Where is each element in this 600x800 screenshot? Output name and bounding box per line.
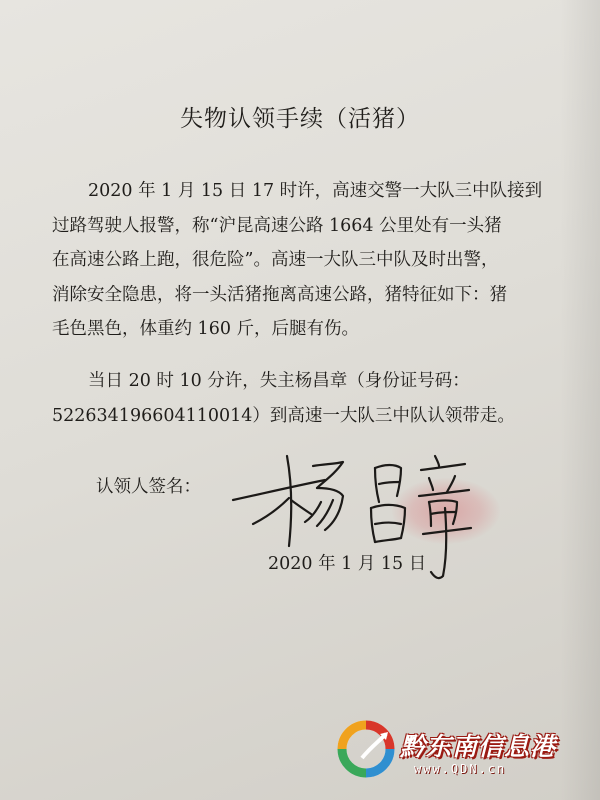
- watermark-brand-text: 黔东南信息港: [400, 732, 557, 761]
- document-title: 失物认领手续（活猪）: [180, 106, 420, 132]
- site-watermark: [336, 714, 586, 784]
- paragraph-line: 毛色黑色，体重约 160 斤，后腿有伤。: [52, 319, 360, 339]
- paragraph-line: 在高速公路上跑，很危险”。高速一大队三中队及时出警，: [52, 250, 499, 270]
- incident-paragraph: [52, 174, 572, 347]
- watermark-url: www.QDN.cn: [414, 762, 507, 776]
- paragraph-line: 当日 20 时 10 分许，失主杨昌章（身份证号码：: [88, 371, 470, 391]
- watermark-logo-icon: [336, 718, 402, 780]
- paragraph-line: 消除安全隐患，将一头活猪拖离高速公路，猪特征如下：猪: [52, 284, 507, 305]
- paragraph-line: 过路驾驶人报警，称“沪昆高速公路 1664 公里处有一头猪: [52, 215, 502, 236]
- paragraph-line: 2020 年 1 月 15 日 17 时许，高速交警一大队三中队接到: [88, 181, 543, 201]
- signature-label: 认领人签名：: [96, 477, 201, 497]
- document-date: 2020 年 1 月 15 日: [268, 554, 427, 574]
- paragraph-line: 522634196604110014）到高速一大队三中队认领带走。: [52, 405, 515, 426]
- claim-paragraph: [52, 364, 572, 433]
